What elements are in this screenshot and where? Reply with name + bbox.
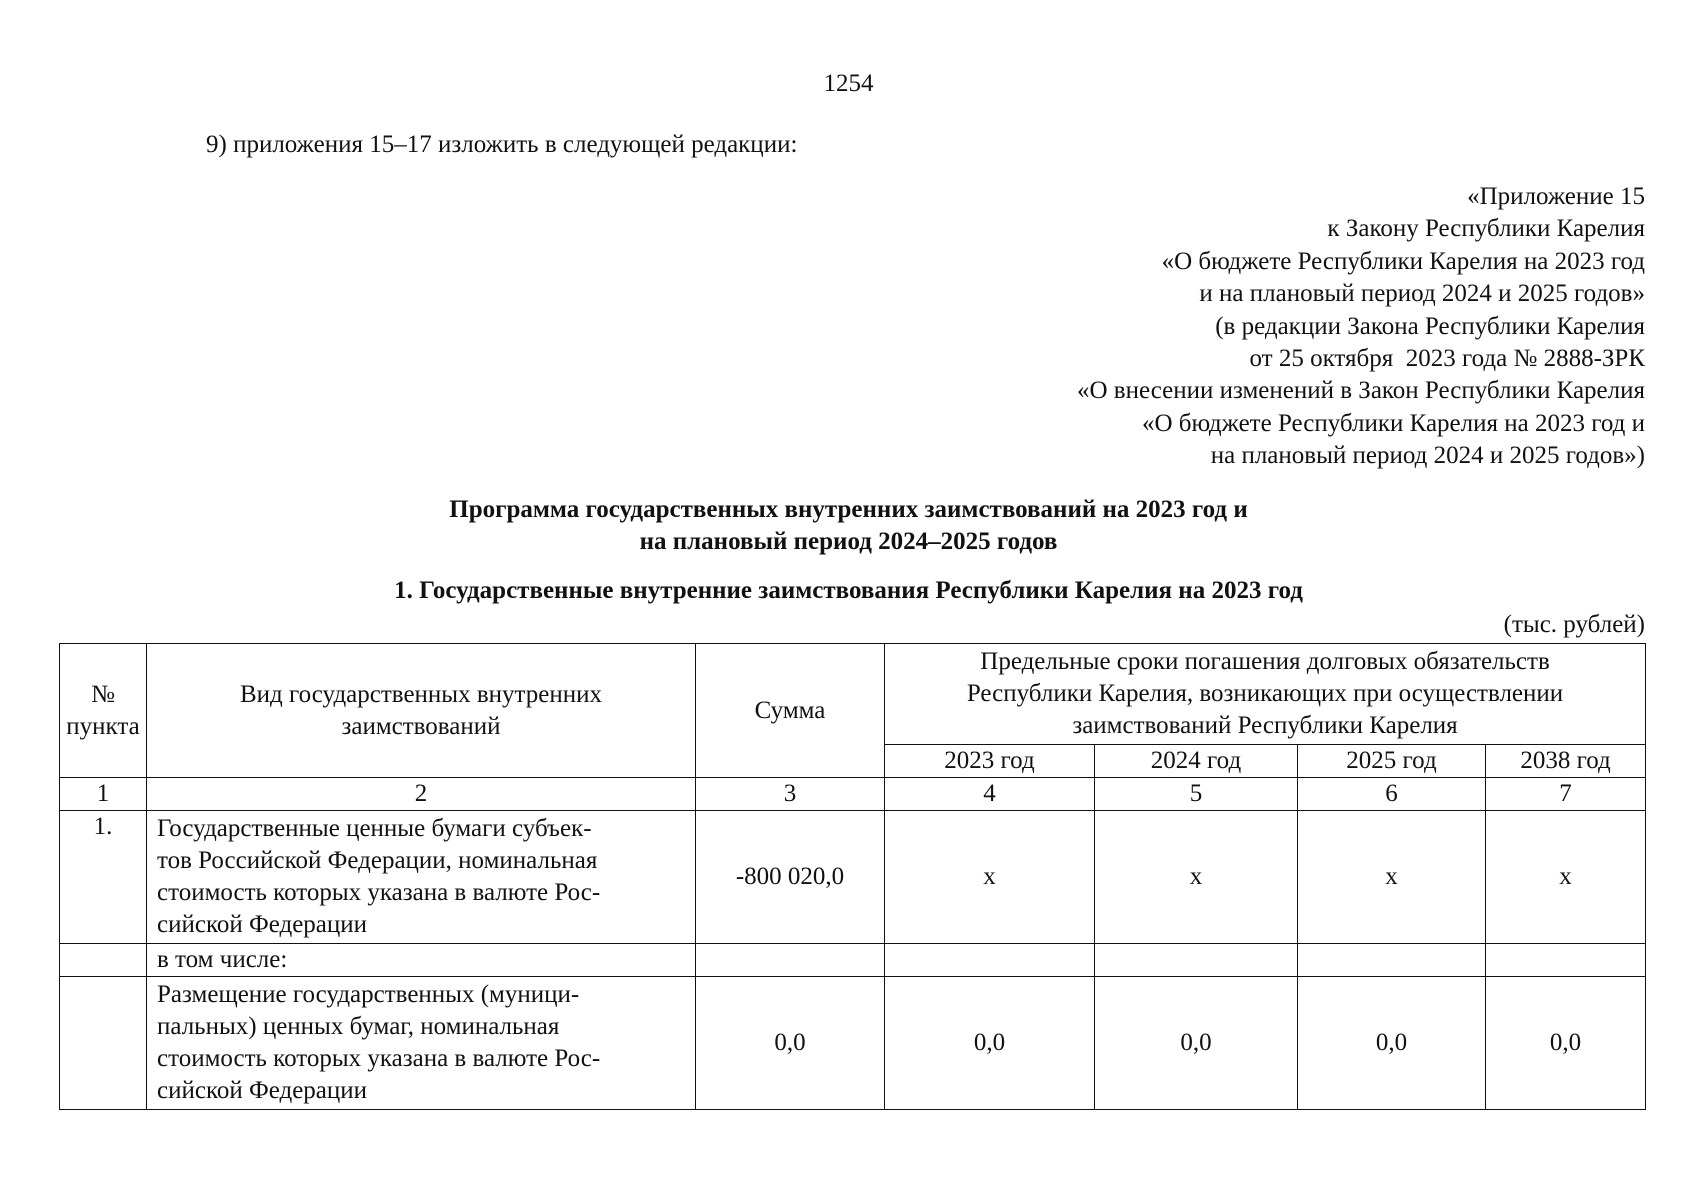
row-term: 0,0 [1298,977,1486,1110]
row-kind: в том числе: [147,944,696,977]
column-number: 2 [147,778,696,811]
row-term: х [885,811,1095,944]
intro-text: 9) приложения 15–17 изложить в следующей редакции: [206,131,798,158]
appendix-line: на плановый период 2024 и 2025 годов») [1210,442,1645,470]
column-number: 3 [696,778,885,811]
row-term [1095,944,1298,977]
units-label: (тыс. рублей) [1503,611,1645,638]
appendix-line: «О внесении изменений в Закон Республики Карелия [1076,377,1645,405]
row-term: х [1095,811,1298,944]
row-num [60,977,147,1110]
column-number: 6 [1298,778,1486,811]
row-kind: Государственные ценные бумаги субъек- тов Российской Федерации, номинальная стоимость которых указана в валюте Рос- сийской Федерации [147,811,696,944]
appendix-line: от 25 октября 2023 года № 2888-ЗРК [1249,345,1645,373]
column-numbers-row [60,778,1646,811]
row-term: 0,0 [1486,977,1646,1110]
row-term: 0,0 [885,977,1095,1110]
appendix-line: «О бюджете Республики Карелия на 2023 год и [1141,409,1645,437]
appendix-line: «Приложение 15 [1467,183,1645,210]
row-term: х [1298,811,1486,944]
appendix-line: «О бюджете Республики Карелия на 2023 год [1161,247,1645,275]
row-sum: -800 020,0 [696,811,885,944]
column-number: 5 [1095,778,1298,811]
row-term [1486,944,1646,977]
header-year: 2023 год [885,745,1095,778]
header-year: 2038 год [1486,745,1646,778]
row-term: х [1486,811,1646,944]
row-sum [696,944,885,977]
title-line: на плановый период 2024–2025 годов [639,528,1058,555]
header-sum: Сумма [696,644,885,778]
title-line: Программа государственных внутренних заимствований на 2023 год и [449,496,1248,523]
column-number: 1 [60,778,147,811]
header-row [60,644,1646,745]
column-number: 4 [885,778,1095,811]
header-year: 2025 год [1298,745,1486,778]
page-number: 1254 [823,70,874,97]
header-kind: Вид государственных внутренних заимствований [147,644,696,778]
row-term [885,944,1095,977]
row-num: 1. [60,811,147,944]
header-year: 2024 год [1095,745,1298,778]
table-row [60,811,1646,944]
row-term [1298,944,1486,977]
header-terms: Предельные сроки погашения долговых обязательств Республики Карелия, возникающих при осуществлении заимствований Республики Карелия [885,644,1646,745]
borrowings-table [59,643,1646,1110]
row-sum: 0,0 [696,977,885,1110]
row-term: 0,0 [1095,977,1298,1110]
header-num: № пункта [60,644,147,778]
table-row [60,944,1646,977]
column-number: 7 [1486,778,1646,811]
section-title: 1. Государственные внутренние заимствования Республики Карелия на 2023 год [394,577,1303,604]
row-kind: Размещение государственных (муници- пальных) ценных бумаг, номинальная стоимость которых указана в валюте Рос- сийской Федерации [147,977,696,1110]
appendix-reference [1077,181,1645,473]
appendix-line: (в редакции Закона Республики Карелия [1215,312,1645,340]
row-num [60,944,147,977]
document-title [0,494,1697,558]
appendix-line: к Закону Республики Карелия [1327,215,1645,243]
table-row [60,977,1646,1110]
appendix-line: и на плановый период 2024 и 2025 годов» [1199,280,1645,308]
